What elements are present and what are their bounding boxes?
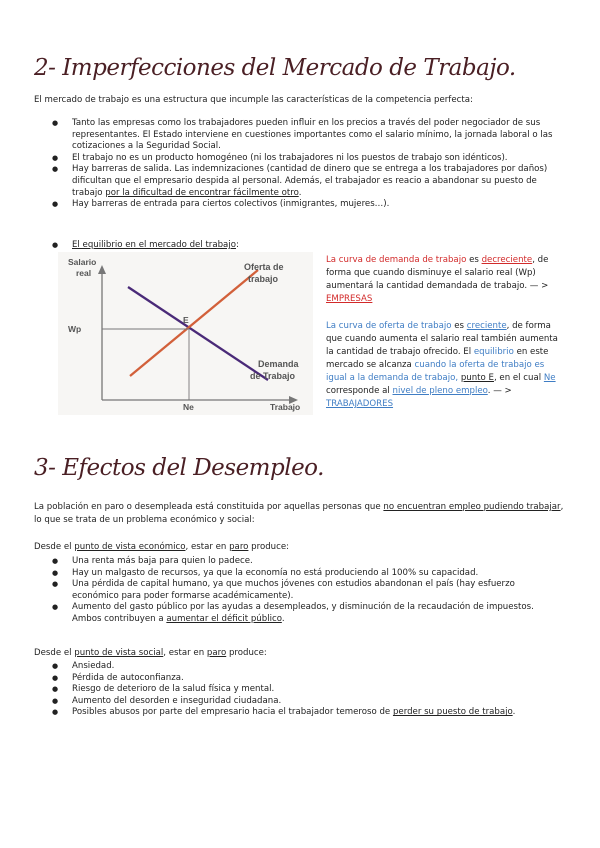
y-axis-label: Salario — [68, 257, 97, 267]
list-item: ● El equilibrio en el mercado del trabajo: — [52, 240, 312, 252]
list-item: ● Pérdida de autoconfianza. — [52, 673, 572, 685]
section-2-intro: El mercado de trabajo es una estructura que incumple las características de la competencia perfecta: — [34, 95, 473, 105]
list-item: ● Una pérdida de capital humano, ya que muchos jóvenes con estudios abandonan el país (hay esfuerzo económico para poder formarse académicamente). — [52, 579, 562, 602]
economic-heading: Desde el punto de vista económico, estar en paro produce: — [34, 542, 290, 552]
labour-market-chart — [58, 252, 313, 415]
list-item: ● Hay barreras de entrada para ciertos colectivos (inmigrantes, mujeres…). — [52, 199, 568, 211]
demand-label-2: de Trabajo — [250, 371, 296, 381]
list-item: ● Riesgo de deterioro de la salud física y mental. — [52, 684, 572, 696]
economic-effects-list — [52, 556, 562, 626]
trabajadores-link: TRABAJADORES — [326, 399, 394, 409]
supply-label: Oferta de — [244, 262, 284, 272]
list-item: ● Aumento del desorden e inseguridad ciudadana. — [52, 696, 572, 708]
list-item: ● El trabajo no es un producto homogéneo (ni los trabajadores ni los puestos de trabajo son idénticos). — [52, 153, 568, 165]
demand-label: Demanda — [258, 359, 299, 369]
equilibrium-heading-list — [52, 240, 312, 252]
supply-label-2: trabajo — [248, 274, 279, 284]
list-item: ● Una renta más baja para quien lo padece. — [52, 556, 562, 568]
empresas-link: EMPRESAS — [326, 294, 373, 304]
demand-explanation: La curva de demanda de trabajo es decreciente, de forma que cuando disminuye el salario real (Wp) aumentará la cantidad demandada de trabajo. — > EMPRESAS — [326, 255, 549, 304]
supply-explanation: La curva de oferta de trabajo es creciente, de forma que cuando aumenta el salario real también aumenta la cantidad de trabajo ofrecido. El equilibrio en este mercado se alcanza cuando la oferta de trabajo es igual a la demanda de trabajo, punto E, en el cual Ne corresponde al nivel de pleno empleo. — > TRABAJADORES — [326, 321, 558, 409]
list-item: ● Hay un malgasto de recursos, ya que la economía no está produciendo al 100% su capacidad. — [52, 568, 562, 580]
ne-label: Ne — [183, 402, 194, 412]
social-effects-list — [52, 661, 572, 719]
social-heading: Desde el punto de vista social, estar en paro produce: — [34, 648, 267, 658]
section-3-title: 3- Efectos del Desempleo. — [34, 455, 324, 481]
x-axis-label: Trabajo — [270, 402, 301, 412]
section-2-title: 2- Imperfecciones del Mercado de Trabajo. — [34, 55, 516, 81]
list-item: ● Posibles abusos por parte del empresario hacia el trabajador temeroso de perder su puesto de trabajo. — [52, 707, 572, 719]
section-3-intro: La población en paro o desempleada está constituida por aquellas personas que no encuentran empleo pudiendo trabajar, lo que se trata de un problema económico y social: — [34, 502, 564, 525]
e-label: E — [183, 315, 189, 325]
list-item: ● Tanto las empresas como los trabajadores pueden influir en los precios a través del poder negociador de sus representantes. El Estado interviene en cuestiones importantes como el salario mínimo, la jornada laboral o las cotizaciones a la Seguridad Social. — [52, 118, 568, 153]
list-item: ● Hay barreras de salida. Las indemnizaciones (cantidad de dinero que se entrega a los trabajadores por daños) dificultan que el empresario despida al personal. Además, el trabajador es reacio a abandonar su puesto de trabajo por la dificultad de encontrar fácilmente otro. — [52, 164, 568, 199]
wp-label: Wp — [68, 324, 82, 334]
y-axis-label-2: real — [76, 268, 92, 278]
list-item: ● Ansiedad. — [52, 661, 572, 673]
imperfections-list — [52, 118, 568, 211]
list-item: ● Aumento del gasto público por las ayudas a desempleados, y disminución de la recaudación de impuestos. Ambos contribuyen a aumentar el déficit público. — [52, 602, 562, 625]
